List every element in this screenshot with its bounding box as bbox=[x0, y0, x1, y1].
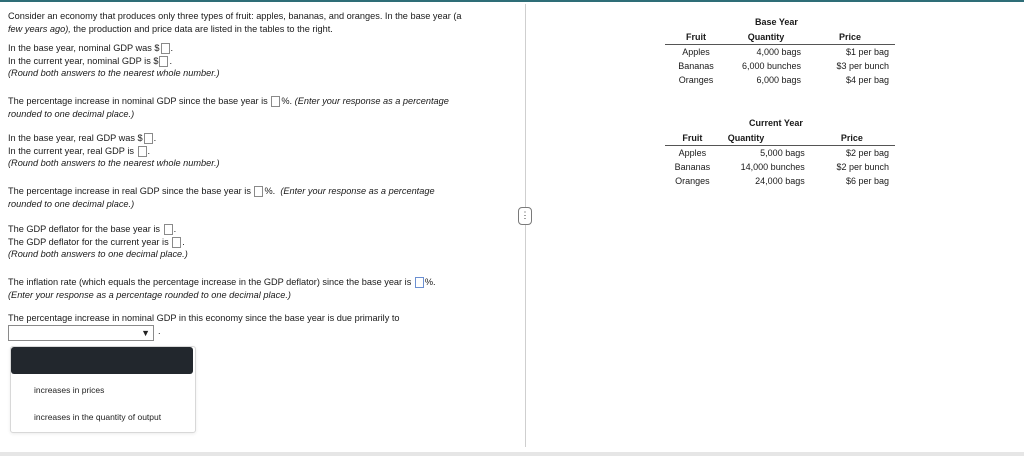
deflator-base-label: The GDP deflator for the base year is bbox=[8, 224, 161, 234]
nominal-pct-input[interactable] bbox=[271, 96, 280, 107]
table-row bbox=[665, 160, 895, 174]
base-cell: 6,000 bags bbox=[756, 75, 801, 85]
base-cell: $1 per bag bbox=[845, 47, 889, 57]
table-row bbox=[665, 174, 895, 188]
nominal-gdp-hint: (Round both answers to the nearest whole number.) bbox=[8, 68, 220, 79]
nominal-gdp-current-input[interactable] bbox=[159, 56, 168, 67]
base-year-caption: Base Year bbox=[755, 17, 798, 27]
current-year-caption: Current Year bbox=[749, 118, 803, 128]
option-increases-in-quantity[interactable]: increases in the quantity of output bbox=[34, 412, 162, 422]
resize-handle[interactable] bbox=[518, 207, 532, 225]
real-gdp-block: In the base year, real GDP was $ . In the current year, real GDP is . (Round both answers to the nearest whole number.) bbox=[8, 133, 220, 169]
real-pct-hint-b: rounded to one decimal place.) bbox=[8, 198, 135, 209]
real-gdp-base-label: In the base year, real GDP was $ bbox=[8, 133, 143, 143]
inflation-label: The inflation rate (which equals the percentage increase in the GDP deflator) since the base year is bbox=[8, 277, 412, 287]
base-cell: Bananas bbox=[678, 61, 714, 71]
current-cell: Apples bbox=[678, 148, 707, 158]
deflator-hint: (Round both answers to one decimal place.) bbox=[8, 249, 188, 260]
table-row bbox=[665, 73, 895, 87]
dropdown-highlighted-option[interactable] bbox=[11, 347, 193, 374]
base-cell: $4 per bag bbox=[845, 75, 889, 85]
real-pct-label: The percentage increase in real GDP since the base year is bbox=[8, 186, 251, 196]
current-cell: Bananas bbox=[674, 162, 711, 172]
current-cell: $2 per bunch bbox=[836, 162, 889, 172]
real-pct-block bbox=[8, 185, 435, 210]
cause-select[interactable] bbox=[8, 325, 154, 341]
base-year-table bbox=[665, 30, 895, 87]
current-cell: 14,000 bunches bbox=[740, 162, 805, 172]
real-gdp-current-input[interactable] bbox=[138, 146, 147, 157]
deflator-current-label: The GDP deflator for the current year is bbox=[8, 236, 169, 247]
nominal-gdp-current-label: In the current year, nominal GDP is $ bbox=[8, 55, 159, 66]
current-cell: Oranges bbox=[675, 176, 710, 186]
nominal-pct-label: The percentage increase in nominal GDP since the base year is bbox=[8, 96, 268, 106]
current-cell: $2 per bag bbox=[845, 148, 889, 158]
grip-icon: ⋮ bbox=[520, 210, 530, 220]
intro-italic: few years ago), bbox=[8, 23, 71, 34]
intro-line-1: Consider an economy that produces only three types of fruit: apples, bananas, and oranges. In the base year (a bbox=[8, 11, 462, 21]
bottom-bar bbox=[0, 452, 1024, 456]
real-gdp-base-input[interactable] bbox=[144, 133, 153, 144]
current-cell: $6 per bag bbox=[845, 176, 889, 186]
inflation-input[interactable] bbox=[415, 277, 424, 288]
base-header-quantity: Quantity bbox=[747, 32, 785, 42]
table-row bbox=[665, 59, 895, 73]
nominal-pct-suffix: %. bbox=[281, 96, 293, 106]
current-header-price: Price bbox=[840, 133, 863, 143]
real-pct-input[interactable] bbox=[254, 186, 263, 197]
base-cell: 6,000 bunches bbox=[741, 61, 801, 71]
base-cell: $3 per bunch bbox=[836, 61, 889, 71]
inflation-hint: (Enter your response as a percentage rounded to one decimal place.) bbox=[8, 289, 291, 300]
nominal-pct-hint-a: (Enter your response as a percentage bbox=[294, 96, 449, 106]
cause-period: . bbox=[158, 326, 161, 336]
nominal-gdp-base-label: In the base year, nominal GDP was $ bbox=[8, 43, 160, 53]
base-cell: 4,000 bags bbox=[756, 47, 801, 57]
real-gdp-current-label: In the current year, real GDP is bbox=[8, 145, 134, 156]
top-accent-bar bbox=[0, 0, 1024, 2]
real-pct-hint-a: (Enter your response as a percentage bbox=[280, 186, 435, 196]
real-pct-suffix: %. bbox=[264, 186, 276, 196]
base-header-price: Price bbox=[838, 32, 862, 42]
deflator-current-input[interactable] bbox=[172, 237, 181, 248]
base-header-fruit: Fruit bbox=[686, 32, 706, 42]
inflation-suffix: %. bbox=[424, 277, 436, 287]
real-gdp-hint: (Round both answers to the nearest whole number.) bbox=[8, 158, 220, 169]
base-cell: Apples bbox=[682, 47, 710, 57]
intro-line-2: the production and price data are listed in the tables to the right. bbox=[70, 23, 333, 34]
deflator-block: The GDP deflator for the base year is . The GDP deflator for the current year is . (Round both answers to one decimal place.) bbox=[8, 224, 188, 260]
table-row bbox=[665, 146, 895, 161]
nominal-gdp-block: In the base year, nominal GDP was $ . In the current year, nominal GDP is $ . (Round both answers to the nearest whole number.) bbox=[8, 43, 220, 79]
base-cell: Oranges bbox=[678, 75, 714, 85]
current-header-fruit: Fruit bbox=[682, 133, 703, 143]
current-header-quantity: Quantity bbox=[727, 133, 765, 143]
nominal-pct-block bbox=[8, 95, 449, 120]
option-increases-in-prices[interactable]: increases in prices bbox=[34, 385, 105, 395]
nominal-pct-hint-b: rounded to one decimal place.) bbox=[8, 108, 135, 119]
cause-dropdown-menu bbox=[10, 346, 196, 433]
current-cell: 5,000 bags bbox=[760, 148, 805, 158]
cause-label: The percentage increase in nominal GDP in this economy since the base year is due primarily to bbox=[8, 313, 400, 323]
current-year-table bbox=[665, 131, 895, 188]
current-cell: 24,000 bags bbox=[755, 176, 805, 186]
intro-text bbox=[8, 10, 462, 35]
panel-divider bbox=[525, 4, 526, 447]
deflator-base-input[interactable] bbox=[164, 224, 173, 235]
nominal-gdp-base-input[interactable] bbox=[161, 43, 170, 54]
table-row bbox=[665, 45, 895, 60]
chevron-down-icon: ▼ bbox=[141, 328, 150, 338]
inflation-block bbox=[8, 276, 436, 301]
